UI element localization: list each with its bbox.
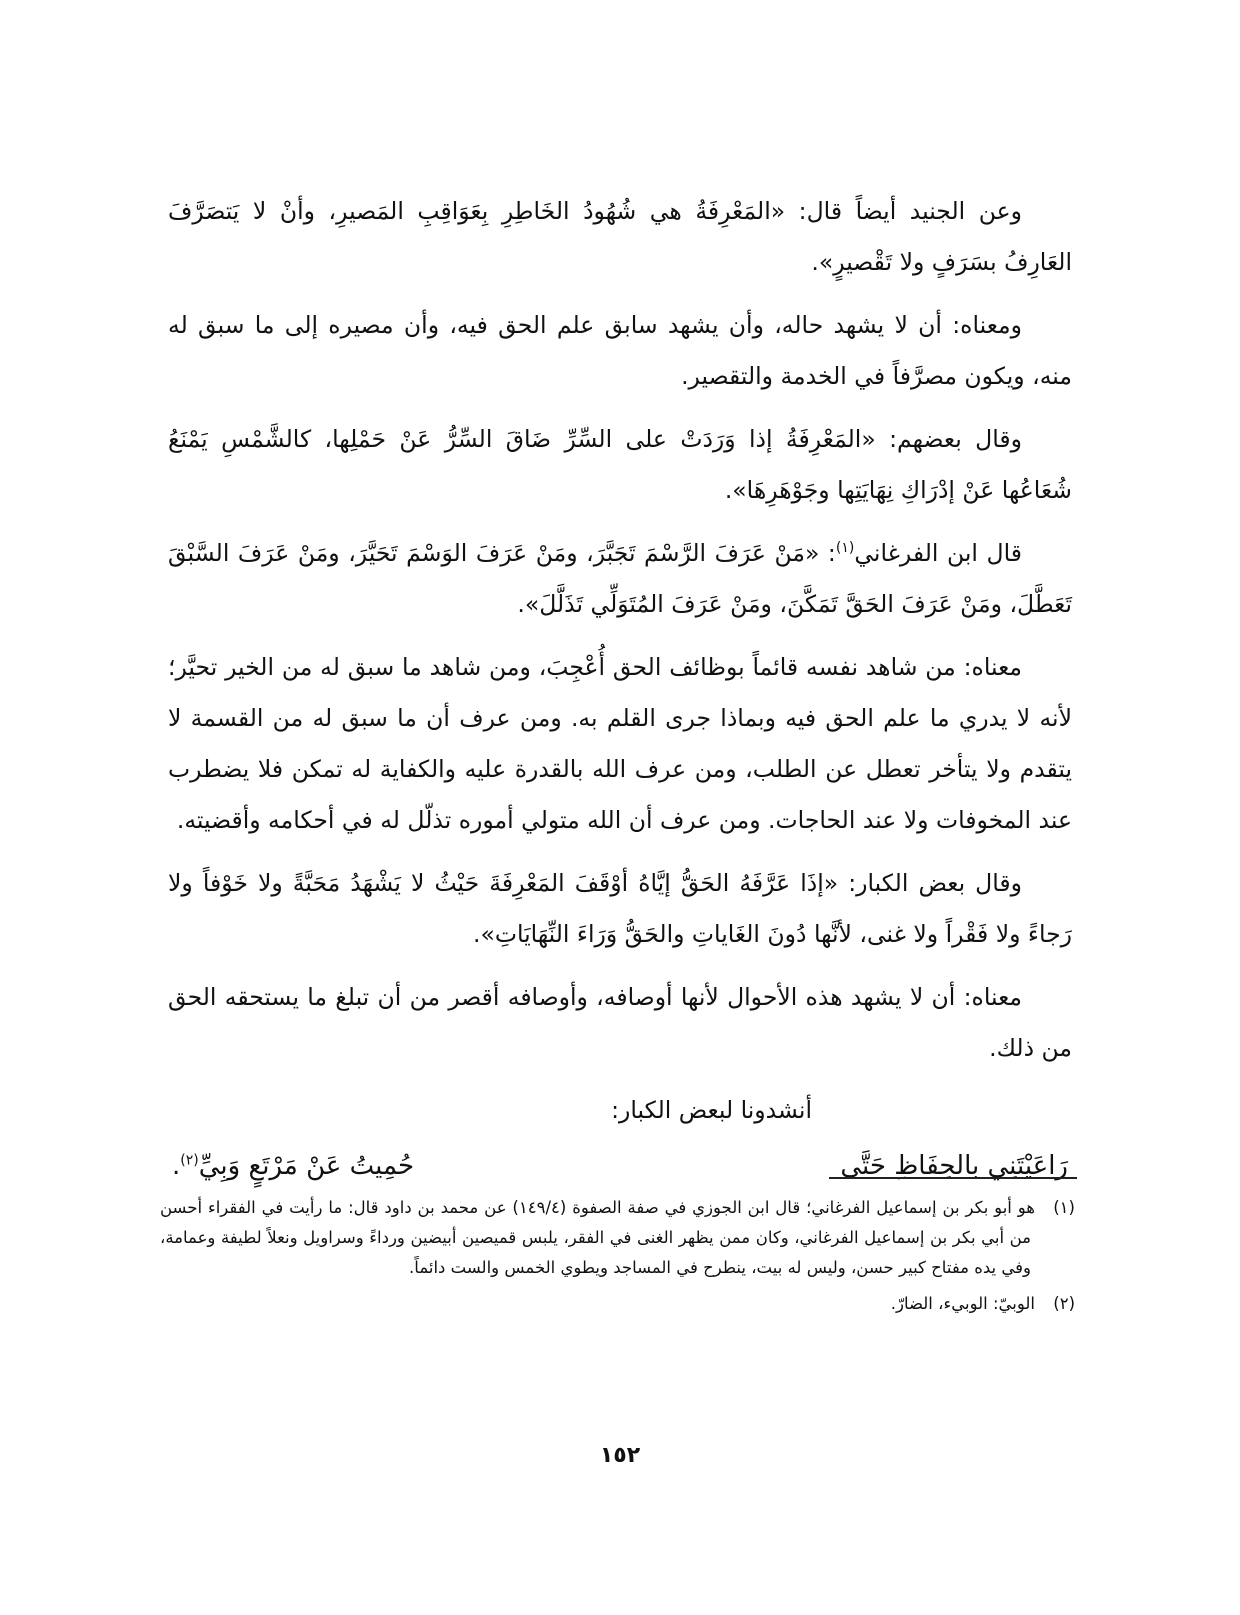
paragraph-great-ones: وقال بعض الكبار: «إذَا عَرَّفَهُ الحَقُّ إيَّاهُ أوْقَفَ المَعْرِفَةَ حَيْثُ لا يَشْهَدُ مَحَبَّةً ولا خَوْفاً ولا رَجاءً ولا فَقْراً ولا غنى، لأنَّها دُونَ الغَاياتِ والحَقُّ وَرَاءَ النِّهَايَاتِ». (168, 869, 1072, 948)
footnote-1-text: هو أبو بكر بن إسماعيل الفرغاني؛ قال ابن الجوزي في صفة الصفوة (١٤٩/٤) عن محمد بن داود قال: ما رأيت في الفقراء أحسن من أبي بكر بن إسماعيل الفرغاني، وكان ممن يظهر الغنى في الفقر، يلبس قميصين أبيضين ورداءً وسراويل ونعلاً لطيفة وعمامة، وفي يده مفتاح كبير حسن، وليس له بيت، ينطرح في المساجد ويطوي الخمس والست دائماً. (160, 1198, 1035, 1277)
paragraph-meaning-1: ومعناه: أن لا يشهد حاله، وأن يشهد سابق علم الحق فيه، وأن مصيره إلى ما سبق له منه، ويكون مصرَّفاً في الخدمة والتقصير. (168, 311, 1072, 390)
paragraph-junayd-quote: وعن الجنيد أيضاً قال: «المَعْرِفَةُ هي شُهُودُ الخَاطِرِ بِعَوَاقِبِ المَصيرِ، وأنْ لا يَتصَرَّفَ العَارِفُ بسَرَفٍ ولا تَقْصيرٍ». (168, 197, 1072, 276)
farghani-lead: قال ابن الفرغاني (854, 539, 1022, 567)
paragraph-ibn-farghani (168, 528, 1072, 630)
footnote-ref-2[interactable]: (٢) (180, 1152, 199, 1169)
paragraph-some-said: وقال بعضهم: «المَعْرِفَةُ إذا وَرَدَتْ على السِّرِّ ضَاقَ السِّرُّ عَنْ حَمْلِها، كالشَّمْسِ يَمْنَعُ شُعَاعُها عَنْ إدْرَاكِ نِهَايَتِها وجَوْهَرِهَا». (168, 425, 1072, 504)
main-text (168, 186, 1072, 1190)
footnote-2-text: الوبيّ: الوبيء، الضارّ. (890, 1294, 1035, 1313)
page-number: ١٥٢ (599, 1443, 641, 1468)
footnote-1 (160, 1193, 1075, 1283)
farghani-quote-start: : «مَنْ عَرَفَ الرَّسْمَ تَجَبَّرَ، ومَنْ عَرَفَ الوَسْمَ تَحَيَّرَ، ومَنْ (297, 539, 836, 567)
footnote-2 (160, 1289, 1075, 1319)
poem-first-hemistich: رَاعَيْتَنِي بالحِفَاظِ حَتَّى (840, 1151, 1068, 1181)
poem-verse (168, 1142, 1072, 1190)
footnote-divider (829, 1177, 1077, 1179)
poem-end-mark: . (172, 1151, 181, 1181)
footnotes (160, 1193, 1075, 1325)
farghani-quote-end: عَرَفَ السَّبْقَ تَعَطَّلَ، ومَنْ عَرَفَ الحَقَّ تَمَكَّنَ، ومَنْ عَرَفَ المُتَوَلِّي تَذَلَّلَ». (168, 539, 1072, 618)
footnote-ref-1[interactable]: (١) (835, 540, 855, 557)
poem-second-hemistich-wrap (172, 1142, 414, 1190)
footnote-1-number: (١) (1053, 1198, 1075, 1217)
poem-second-hemistich: حُمِيتُ عَنْ مَرْتَعٍ وَبِيِّ (198, 1151, 415, 1181)
paragraph-meaning-2: معناه: من شاهد نفسه قائماً بوظائف الحق أُعْجِبَ، ومن شاهد ما سبق له من الخير تحيَّر؛ لأنه لا يدري ما علم الحق فيه وبماذا جرى القلم به. ومن عرف أن ما سبق له من القسمة لا يتقدم ولا يتأخر تعطل عن الطلب، ومن عرف الله بالقدرة عليه والكفاية له تمكن فلا يضطرب عند المخوفات ولا عند الحاجات. ومن عرف أن الله متولي أموره تذلّل له في أحكامه وأقضيته. (168, 653, 1072, 834)
poem-intro: أنشدونا لبعض الكبار: (611, 1096, 812, 1124)
footnote-2-number: (٢) (1053, 1294, 1075, 1313)
paragraph-meaning-3: معناه: أن لا يشهد هذه الأحوال لأنها أوصافه، وأوصافه أقصر من أن تبلغ ما يستحقه الحق من ذلك. (168, 983, 1072, 1062)
